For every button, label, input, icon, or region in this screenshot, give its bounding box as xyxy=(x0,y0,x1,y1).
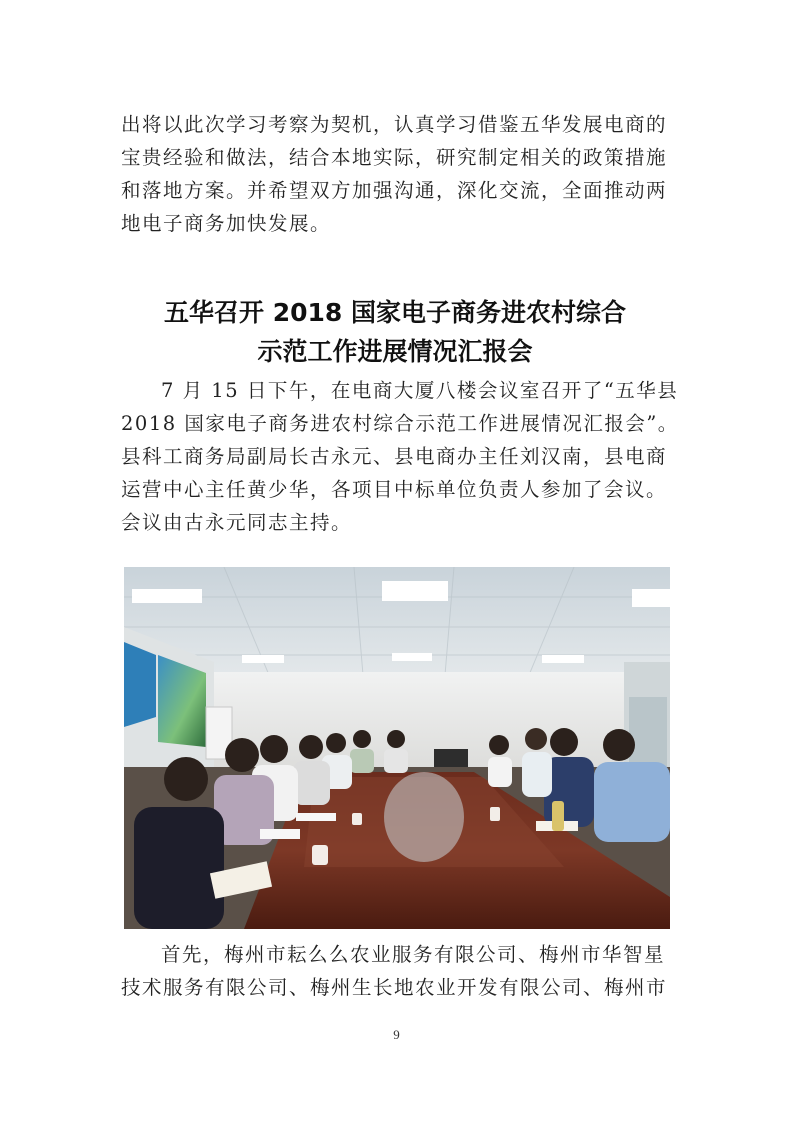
article-body-paragraph xyxy=(121,938,673,1004)
text-line: 7 月 15 日下午，在电商大厦八楼会议室召开了“五华县 xyxy=(161,379,679,402)
article-heading-line-2: 示范工作进展情况汇报会 xyxy=(257,337,533,366)
text-line: 出将以此次学习考察为契机，认真学习借鉴五华发展电商的 xyxy=(121,113,668,136)
text-line: 和落地方案。并希望双方加强沟通，深化交流，全面推动两 xyxy=(121,179,668,202)
text-line: 技术服务有限公司、梅州生长地农业开发有限公司、梅州市 xyxy=(121,976,668,999)
article-heading-line-1: 五华召开 2018 国家电子商务进农村综合 xyxy=(164,298,626,327)
meeting-room-photo xyxy=(124,567,670,929)
text-line: 首先，梅州市耘么么农业服务有限公司、梅州市华智星 xyxy=(161,943,666,966)
text-line: 运营中心主任黄少华，各项目中标单位负责人参加了会议。 xyxy=(121,478,668,501)
text-line: 宝贵经验和做法，结合本地实际，研究制定相关的政策措施 xyxy=(121,146,668,169)
text-line: 会议由古永元同志主持。 xyxy=(121,511,353,534)
text-line: 2018 国家电子商务进农村综合示范工作进展情况汇报会”。 xyxy=(121,412,679,435)
paragraph-continuation xyxy=(121,108,673,240)
article-intro-paragraph xyxy=(121,374,679,539)
text-line: 地电子商务加快发展。 xyxy=(121,212,332,235)
text-line: 县科工商务局副局长古永元、县电商办主任刘汉南，县电商 xyxy=(121,445,668,468)
page-number: 9 xyxy=(393,1027,400,1042)
